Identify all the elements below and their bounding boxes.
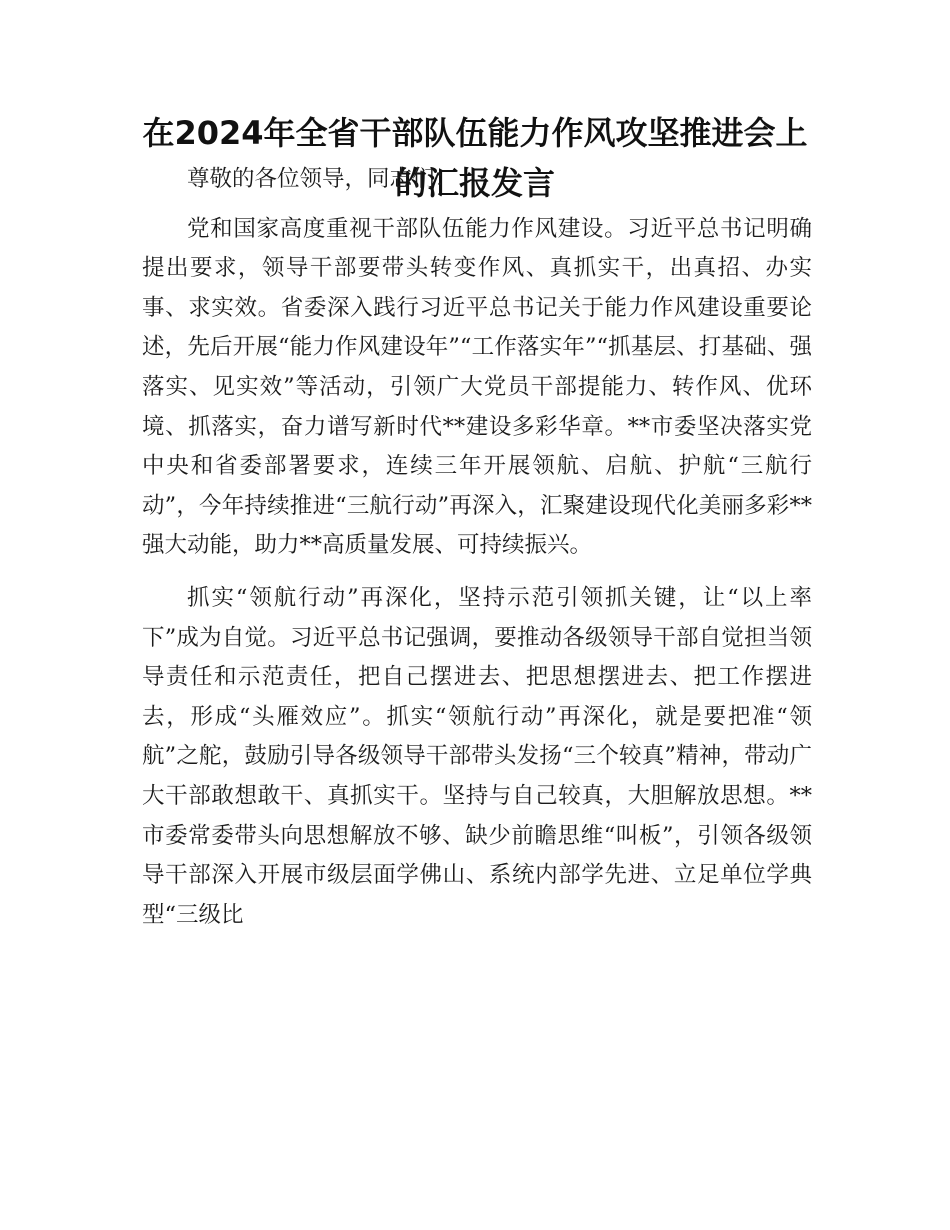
greeting: 尊敬的各位领导，同志们： [187,166,458,192]
document-title: 在2024年全省干部队伍能力作风攻坚推进会上的汇报发言 [142,114,808,202]
paragraph-1: 党和国家高度重视干部队伍能力作风建设。习近平总书记明确提出要求，领导干部要带头转变作风、真抓实干，出真招、办实事、求实效。省委深入践行习近平总书记关于能力作风建设重要论述，先后开展“能力作风建设年”“工作落实年”“抓基层、打基础、强落实、见实效”等活动，引领广大党员干部提能力、转作风、优环境、抓落实，奋力谱写新时代**建设多彩华章。**市委坚决落实党中央和省委部署要求，连续三年开展领航、启航、护航“三航行动”，今年持续推进“三航行动”再深入，汇聚建设现代化美丽多彩**强大动能，助力**高质量发展、可持续振兴。 [142,215,812,559]
paragraph-2: 抓实“领航行动”再深化，坚持示范引领抓关键，让“以上率下”成为自觉。习近平总书记强调，要推动各级领导干部自觉担当领导责任和示范责任，把自己摆进去、把思想摆进去、把工作摆进去，形成“头雁效应”。抓实“领航行动”再深化，就是要把准“领航”之舵，鼓励引导各级领导干部带头发扬“三个较真”精神，带动广大干部敢想敢干、真抓实干。坚持与自己较真，大胆解放思想。**市委常委带头向思想解放不够、缺少前瞻思维“叫板”，引领各级领导干部深入开展市级层面学佛山、系统内部学先进、立足单位学典型“三级比 [142,584,812,928]
document-body [142,160,812,935]
